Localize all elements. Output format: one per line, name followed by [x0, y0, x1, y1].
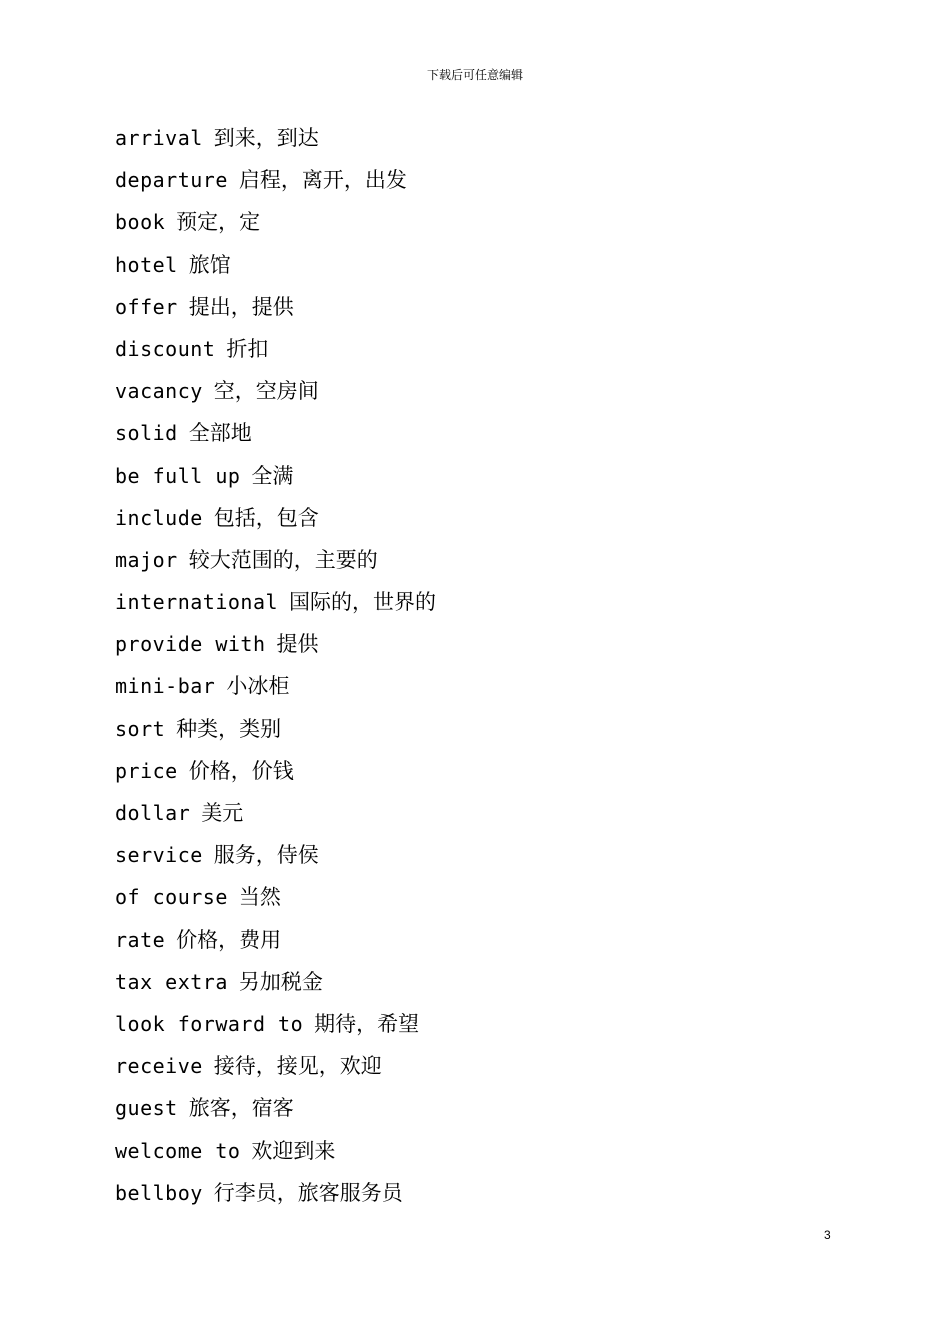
page-header: 下载后可任意编辑 [426, 68, 523, 82]
vocab-item-book [115, 201, 436, 243]
vocab-item-sort [115, 708, 436, 750]
vocab-term: of course [115, 885, 228, 910]
vocab-term: book [115, 210, 166, 235]
vocab-term: bellboy [115, 1180, 203, 1205]
vocab-item-vacancy [115, 370, 436, 412]
vocab-item-offer [115, 286, 436, 328]
vocab-meaning: 价格，价钱 [188, 758, 294, 783]
vocab-item-departure [115, 159, 436, 201]
vocab-item-include [115, 497, 436, 539]
vocabulary-list [115, 117, 436, 1214]
vocab-meaning: 全部地 [188, 421, 252, 446]
vocab-meaning: 价格，费用 [176, 927, 282, 952]
vocab-item-major [115, 539, 436, 581]
vocab-term: provide with [115, 632, 266, 657]
vocab-meaning: 国际的，世界的 [289, 590, 437, 615]
vocab-term: price [115, 758, 178, 783]
vocab-term: international [115, 590, 279, 615]
vocab-term: vacancy [115, 379, 203, 404]
vocab-meaning: 折扣 [226, 336, 269, 361]
vocab-term: tax extra [115, 969, 228, 994]
vocab-term: receive [115, 1054, 203, 1079]
vocab-term: rate [115, 927, 166, 952]
vocab-term: include [115, 505, 203, 530]
vocab-item-arrival [115, 117, 436, 159]
vocab-item-price [115, 750, 436, 792]
vocab-item-be-full-up [115, 455, 436, 497]
vocab-term: look forward to [115, 1011, 304, 1036]
vocab-meaning: 行李员，旅客服务员 [213, 1180, 403, 1205]
vocab-term: arrival [115, 126, 203, 150]
vocab-term: dollar [115, 801, 191, 825]
vocab-meaning: 服务，侍侯 [213, 843, 319, 868]
vocab-item-discount [115, 328, 436, 370]
vocab-term: service [115, 843, 203, 868]
vocab-term: sort [115, 716, 166, 741]
vocab-meaning: 旅客，宿客 [188, 1096, 294, 1121]
vocab-meaning: 提供 [276, 632, 319, 657]
vocab-meaning: 当然 [238, 885, 281, 910]
vocab-item-dollar [115, 792, 436, 834]
vocab-term: major [115, 547, 178, 572]
vocab-item-rate [115, 919, 436, 961]
vocab-meaning: 较大范围的，主要的 [188, 547, 378, 572]
vocab-item-solid [115, 412, 436, 454]
vocab-term: mini-bar [115, 674, 216, 699]
vocab-item-mini-bar [115, 665, 436, 707]
vocab-item-hotel [115, 244, 436, 286]
vocab-term: be full up [115, 463, 241, 488]
vocab-item-international [115, 581, 436, 623]
vocab-term: welcome to [115, 1138, 241, 1163]
vocab-item-look-forward-to [115, 1003, 436, 1045]
vocab-meaning: 另加税金 [238, 969, 323, 994]
vocab-term: discount [115, 336, 216, 361]
vocab-meaning: 启程，离开，出发 [238, 168, 407, 193]
vocab-meaning: 预定，定 [176, 210, 261, 235]
vocab-meaning: 到来，到达 [213, 126, 319, 150]
vocab-meaning: 全满 [251, 463, 294, 488]
vocab-meaning: 欢迎到来 [251, 1138, 336, 1163]
vocab-term: offer [115, 294, 178, 319]
vocab-meaning: 空，空房间 [213, 379, 319, 404]
vocab-term: guest [115, 1096, 178, 1121]
vocab-term: departure [115, 168, 228, 193]
vocab-item-bellboy [115, 1172, 436, 1214]
vocab-meaning: 小冰柜 [226, 674, 290, 699]
vocab-item-provide-with [115, 623, 436, 665]
vocab-meaning: 包括，包含 [213, 505, 319, 530]
vocab-item-of-course [115, 876, 436, 918]
vocab-meaning: 期待，希望 [314, 1011, 420, 1036]
vocab-term: solid [115, 421, 178, 446]
vocab-meaning: 接待，接见，欢迎 [213, 1054, 382, 1079]
vocab-item-welcome-to [115, 1130, 436, 1172]
vocab-term: hotel [115, 252, 178, 277]
vocab-meaning: 提出，提供 [188, 294, 294, 319]
vocab-item-receive [115, 1045, 436, 1087]
page-number: 3 [824, 1228, 831, 1242]
vocab-meaning: 种类，类别 [176, 716, 282, 741]
vocab-item-service [115, 834, 436, 876]
vocab-meaning: 旅馆 [188, 252, 231, 277]
vocab-item-guest [115, 1087, 436, 1129]
vocab-meaning: 美元 [201, 801, 244, 825]
vocab-item-tax-extra [115, 961, 436, 1003]
